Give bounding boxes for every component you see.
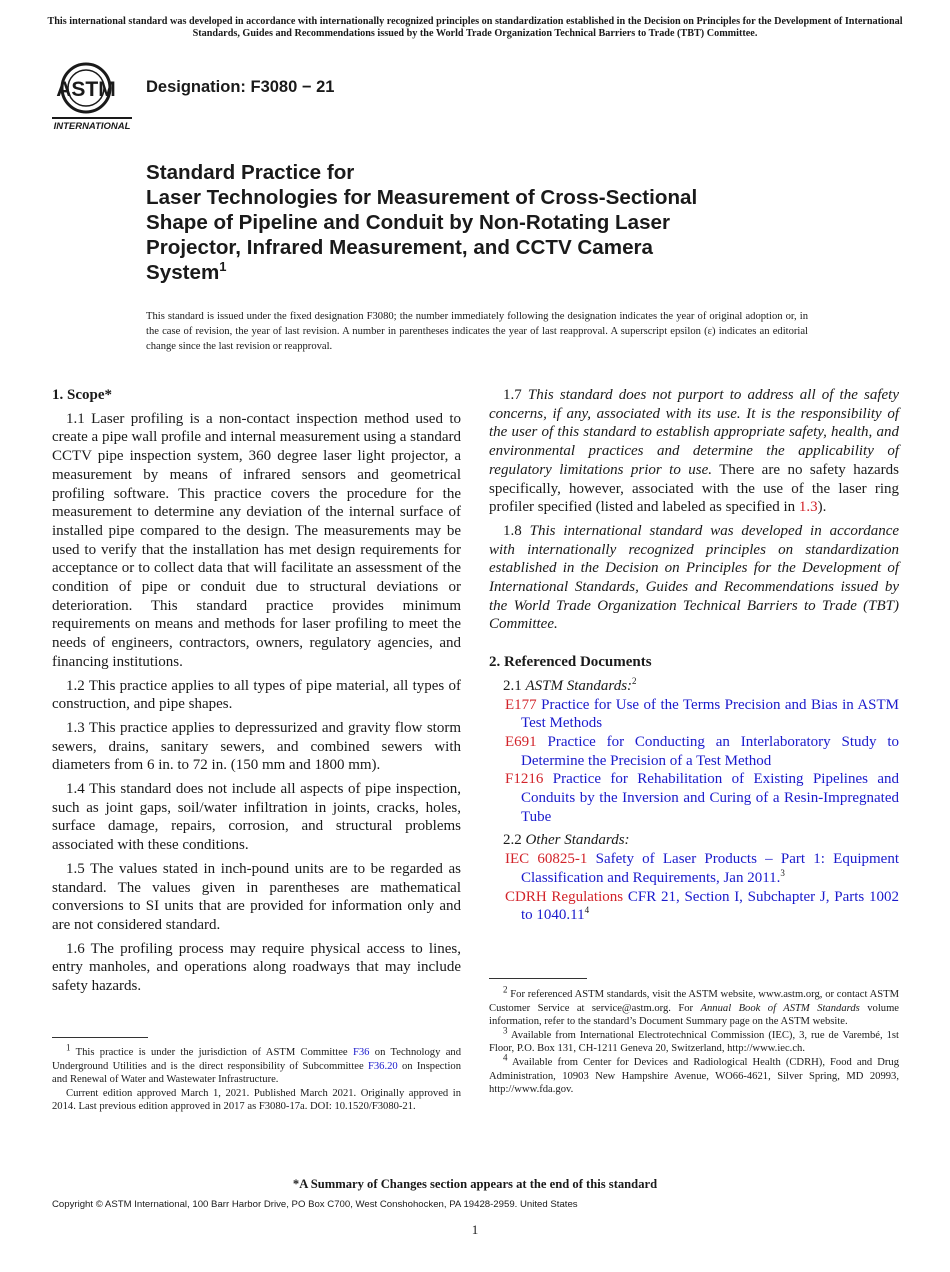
- astm-logo: [52, 58, 134, 132]
- reference-item[interactable]: [505, 770, 899, 826]
- footnote-4: $^4$ Available from Center for Devices and Radiological Health (CDRH), Food and Drug Administration, 10903 New Hampshire Avenue, WO66-4621, Silver Spring, MD 20993, http://www.fda.gov.: [489, 1052, 899, 1096]
- footnotes-right: [489, 984, 900, 1097]
- footnote-divider-right: [489, 978, 587, 979]
- reference-title[interactable]: Safety of Laser Products – Part 1: Equipment Classification and Requirements, Jan 2011.: [521, 851, 899, 886]
- summary-of-changes-note: *A Summary of Changes section appears at the end of this standard: [292, 1177, 658, 1191]
- committee-link[interactable]: F36: [352, 1047, 370, 1058]
- reference-item[interactable]: [505, 696, 899, 733]
- reference-title[interactable]: Practice for Use of the Terms Precision and Bias in ASTM Test Methods: [521, 696, 900, 732]
- right-column: [489, 386, 899, 925]
- paragraph-1-4: 1.4 This standard does not include all aspects of pipe inspection, such as joint gaps, soil/water infiltration in joints, cracks, holes, surface damage, repairs, corrosion, and structural problems associated with these conditions.: [52, 781, 461, 854]
- section-link-1-3[interactable]: 1.3: [798, 499, 818, 516]
- issued-note: This standard is issued under the fixed designation F3080; the number immediately following the designation indicates the year of original adoption or, in the case of revision, the year of last revision. A number in parentheses indicates the year of last reapproval. A superscript epsilon (ε) indicates an editorial change since the last revision or reapproval.: [146, 311, 808, 352]
- title-line: [146, 260, 806, 285]
- paragraph-1-1: 1.1 Laser profiling is a non-contact inspection method used to create a pipe wall profile and internal measurement using a standard CCTV pipe inspection system, 360 degree laser light projector, a measurement by means of infrared sensors and geometrical profiling software. This practice covers the procedure for the measurement to determine any deviation of the internal surface of installed pipe compared to the design. The measurements may be used to verify that the installation has met design requirements for acceptance or to collect data that will facilitate an assessment of the condition of pipe or conduit due to structural deviations or deterioration. This standard practice provides minimum requirements on means and methods for laser profiling to meet the needs of engineers, contractors, owners, regulatory agencies, and financing institutions.: [52, 410, 461, 670]
- footnote-2: $^2$ For referenced ASTM standards, visit the ASTM website, www.astm.org, or contact ASTM Customer Service at service@astm.org. For Annual Book of ASTM Standards volume information, refer to the standard’s Document Summary page on the ASTM website.: [489, 984, 900, 1028]
- designation: Designation: F3080 − 21: [146, 78, 335, 96]
- header-note: This international standard was developed in accordance with internationally recognized principles on standardization established in the Decision on Principles for the Development of International Standards, Guides and Recommendations issued by the World Trade Organization Technical Barriers to Trade (TBT) Committee.: [47, 16, 903, 39]
- paragraph-1-6: 1.6 The profiling process may require physical access to lines, entry manholes, and operations along roadways that may include safety hazards.: [52, 940, 461, 995]
- paragraph-1-2: 1.2 This practice applies to all types of pipe material, all types of construction, and pipe shapes.: [52, 677, 461, 713]
- left-column: [52, 386, 461, 996]
- reference-code[interactable]: IEC 60825-1: [505, 851, 588, 868]
- document-title: [146, 160, 806, 285]
- logo-text: ASTM: [56, 78, 116, 101]
- footnote-divider-left: [52, 1037, 148, 1038]
- reference-code[interactable]: F1216: [505, 771, 544, 788]
- paragraph-1-7: 1.7 This standard does not purport to address all of the safety concerns, if any, associated with its use. It is the responsibility of the user of this standard to establish appropriate safety, health, and environmental practices and determine the applicability of regulatory limitations prior to use. There are no safety hazards specifically, however, associated with the use of the laser ring profiler specified (listed and labeled as specified in 1.3).: [489, 387, 900, 516]
- title-line: Laser Technologies for Measurement of Cross-Sectional: [146, 186, 698, 209]
- reference-item[interactable]: [505, 733, 899, 770]
- reference-code[interactable]: CDRH Regulations: [505, 888, 624, 905]
- footnotes-left: [52, 1042, 461, 1114]
- astm-standards-label: 2.1 ASTM Standards:$^2$: [503, 675, 637, 694]
- other-reference-list: [489, 850, 899, 925]
- edition-note: Current edition approved March 1, 2021. Published March 2021. Originally approved in 2014. Last previous edition approved in 2017 as F3080-17a. DOI: 10.1520/F3080-21.: [52, 1087, 461, 1113]
- title-last-word: System: [146, 261, 220, 284]
- title-footnote-mark: 1: [219, 259, 227, 275]
- other-standards-label: 2.2 Other Standards:: [503, 832, 630, 849]
- paragraph-1-5: 1.5 The values stated in inch-pound units are to be regarded as standard. The values given in parentheses are mathematical conversions to SI units that are provided for information only and are not considered standard.: [52, 860, 461, 933]
- paragraph-1-3: 1.3 This practice applies to depressurized and gravity flow storm sewers, drains, sanitary sewers, and combined sewers with diameters from 6 in. to 72 in. (150 mm and 1800 mm).: [52, 719, 461, 774]
- reference-title[interactable]: Practice for Rehabilitation of Existing Pipelines and Conduits by the Inversion and Curing of a Resin-Impregnated Tube: [521, 771, 899, 825]
- reference-title[interactable]: CFR 21, Section I, Subchapter J, Parts 1002 to 1040.11: [521, 888, 899, 924]
- astm-reference-list: [489, 696, 899, 827]
- reference-title[interactable]: Practice for Conducting an Interlaboratory Study to Determine the Precision of a Test Method: [521, 733, 899, 769]
- section-heading-referenced: 2. Referenced Documents: [489, 654, 652, 671]
- title-line: Standard Practice for: [146, 161, 355, 184]
- subcommittee-link[interactable]: F36.20: [367, 1060, 398, 1072]
- logo-subtext: INTERNATIONAL: [53, 121, 131, 132]
- reference-item[interactable]: IEC 60825-1 Safety of Laser Products – Part 1: Equipment Classification and Requirements, Jan 2011.$^3$: [505, 851, 899, 886]
- copyright: Copyright © ASTM International, 100 Barr Harbor Drive, PO Box C700, West Conshohocken, PA 19428-2959. United States: [52, 1199, 578, 1210]
- reference-code[interactable]: E177: [505, 696, 537, 713]
- footnote-1: $^1$ This practice is under the jurisdiction of ASTM Committee F36 on Technology and Underground Utilities and is the direct responsibility of Subcommittee F36.20 on Inspection and Renewal of Water and Wastewater Infrastructure.: [52, 1042, 461, 1086]
- paragraph-1-8: 1.8 This international standard was developed in accordance with internationally recognized principles on standardization established in the Decision on Principles for the Development of International Standards, Guides and Recommendations issued by the World Trade Organization Technical Barriers to Trade (TBT) Committee.: [489, 522, 900, 633]
- footnote-3: $^3$ Available from International Electrotechnical Commission (IEC), 3, rue de Varembé, 1st Floor, P.O. Box 131, CH-1211 Geneva 20, Switzerland, http://www.iec.ch.: [489, 1025, 899, 1055]
- page-number: 1: [471, 1222, 479, 1237]
- title-line: Shape of Pipeline and Conduit by Non-Rotating Laser: [146, 211, 671, 234]
- reference-item[interactable]: CDRH Regulations CFR 21, Section I, Subchapter J, Parts 1002 to 1040.11$^4$: [505, 888, 899, 924]
- reference-code[interactable]: E691: [505, 733, 537, 750]
- title-line: Projector, Infrared Measurement, and CCTV Camera: [146, 236, 653, 259]
- section-heading-scope: 1. Scope*: [52, 387, 112, 403]
